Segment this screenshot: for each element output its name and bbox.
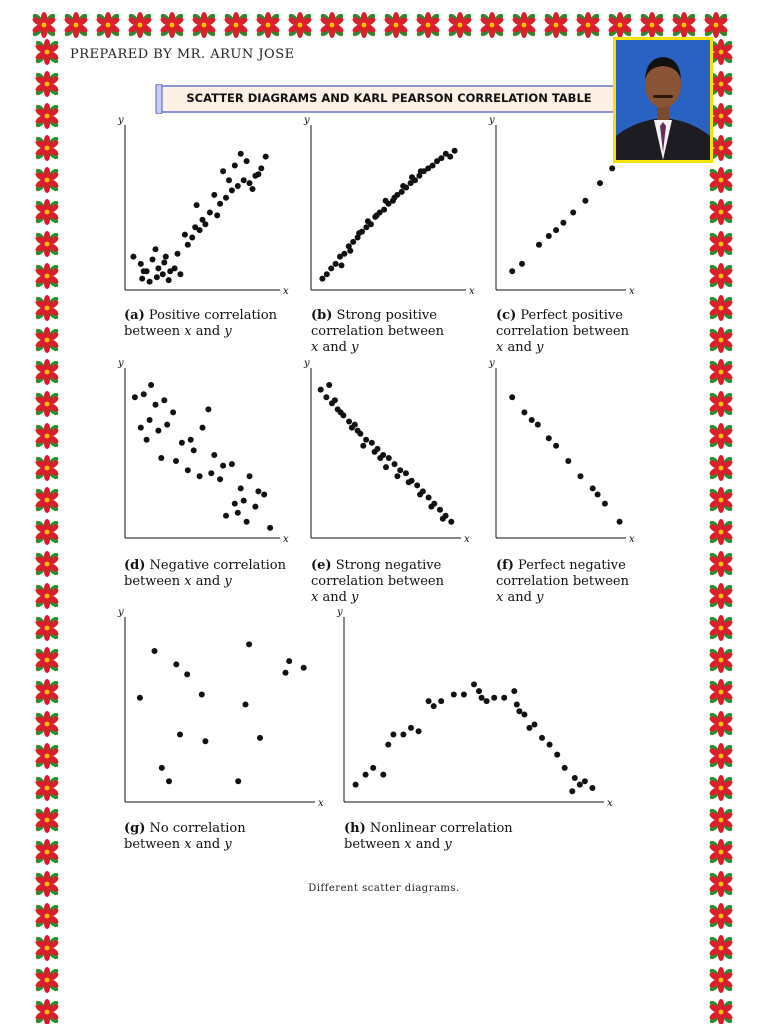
data-point <box>355 428 361 434</box>
data-point <box>301 665 307 671</box>
data-point <box>347 248 353 254</box>
data-point <box>200 425 206 431</box>
caption-b: (b) Strong positive correlation between x and y <box>311 308 444 355</box>
data-point <box>255 171 261 177</box>
data-point <box>235 510 241 516</box>
data-point <box>437 507 443 513</box>
data-point <box>391 195 397 201</box>
data-point <box>509 394 515 400</box>
data-point <box>570 210 576 216</box>
data-point <box>235 778 241 784</box>
data-point <box>137 695 143 701</box>
caption-f: (f) Perfect negative correlation between x and y <box>496 558 629 605</box>
data-point <box>202 221 208 227</box>
data-point <box>173 458 179 464</box>
data-point <box>199 692 205 698</box>
data-point <box>440 516 446 522</box>
data-point <box>189 235 195 241</box>
data-point <box>194 202 200 208</box>
data-point <box>514 702 520 708</box>
x-axis-label: x <box>464 534 470 545</box>
y-axis-label: y <box>304 115 310 126</box>
data-point <box>609 165 615 171</box>
data-point <box>595 492 601 498</box>
data-point <box>416 728 422 734</box>
data-point <box>602 501 608 507</box>
data-point <box>406 479 412 485</box>
data-point <box>414 482 420 488</box>
data-point <box>350 239 356 245</box>
data-point <box>426 495 432 501</box>
data-point <box>223 195 229 201</box>
data-point <box>238 485 244 491</box>
data-point <box>160 271 166 277</box>
data-point <box>360 443 366 449</box>
data-point <box>349 425 355 431</box>
data-point <box>383 464 389 470</box>
data-point <box>211 192 217 198</box>
data-point <box>572 775 578 781</box>
scatter-plot-e <box>303 358 470 545</box>
data-point <box>399 189 405 195</box>
data-point <box>235 183 241 189</box>
data-point <box>532 722 538 728</box>
data-point <box>431 703 437 709</box>
data-point <box>205 406 211 412</box>
data-point <box>341 251 347 257</box>
data-point <box>365 218 371 224</box>
data-point <box>323 394 329 400</box>
page-title: SCATTER DIAGRAMS AND KARL PEARSON CORRELATION TABLE <box>186 91 592 105</box>
data-point <box>252 504 258 510</box>
data-point <box>539 735 545 741</box>
prepared-by: PREPARED BY MR. ARUN JOSE <box>70 47 295 62</box>
data-point <box>220 463 226 469</box>
scatter-plot-h <box>336 607 613 809</box>
data-point <box>590 485 596 491</box>
data-point <box>184 671 190 677</box>
data-point <box>217 201 223 207</box>
data-point <box>263 154 269 160</box>
data-point <box>202 738 208 744</box>
scatter-plot-d <box>117 358 289 545</box>
caption-c: (c) Perfect positive correlation between x and y <box>496 308 629 355</box>
data-point <box>154 274 160 280</box>
caption-e: (e) Strong negative correlation between x and y <box>311 558 444 605</box>
data-point <box>526 725 532 731</box>
data-point <box>400 732 406 738</box>
data-point <box>159 765 165 771</box>
data-point <box>132 394 138 400</box>
data-point <box>138 425 144 431</box>
x-axis-label: x <box>607 798 613 809</box>
data-point <box>258 165 264 171</box>
data-point <box>408 725 414 731</box>
caption-d: (d) Negative correlation between x and y <box>124 558 286 589</box>
data-point <box>374 212 380 218</box>
data-point <box>328 265 334 271</box>
data-point <box>417 492 423 498</box>
data-point <box>318 387 324 393</box>
data-point <box>569 788 575 794</box>
data-point <box>197 473 203 479</box>
data-point <box>385 742 391 748</box>
data-point <box>363 437 369 443</box>
data-point <box>338 409 344 415</box>
data-point <box>519 261 525 267</box>
data-point <box>428 504 434 510</box>
data-point <box>177 271 183 277</box>
data-point <box>229 187 235 193</box>
data-point <box>223 513 229 519</box>
data-point <box>521 712 527 718</box>
data-point <box>261 492 267 498</box>
data-point <box>447 154 453 160</box>
data-point <box>241 498 247 504</box>
data-point <box>409 174 415 180</box>
data-point <box>166 277 172 283</box>
x-axis-label: x <box>283 286 289 297</box>
y-axis-label: y <box>118 358 124 369</box>
y-axis-label: y <box>489 358 495 369</box>
data-point <box>155 265 161 271</box>
data-point <box>244 158 250 164</box>
data-point <box>356 230 362 236</box>
data-point <box>211 452 217 458</box>
data-point <box>577 782 583 788</box>
y-axis-label: y <box>118 115 124 126</box>
data-point <box>452 148 458 154</box>
data-point <box>250 186 256 192</box>
data-point <box>319 276 325 282</box>
data-point <box>562 765 568 771</box>
data-point <box>185 242 191 248</box>
data-point <box>529 417 535 423</box>
data-point <box>363 772 369 778</box>
data-point <box>535 422 541 428</box>
data-point <box>400 183 406 189</box>
data-point <box>476 688 482 694</box>
data-point <box>141 268 147 274</box>
data-point <box>394 473 400 479</box>
x-axis-label: x <box>629 534 635 545</box>
caption-a: (a) Positive correlation between x and y <box>124 308 278 339</box>
data-point <box>267 525 273 531</box>
data-point <box>147 417 153 423</box>
data-point <box>138 261 144 267</box>
data-point <box>383 198 389 204</box>
data-point <box>536 242 542 248</box>
data-point <box>471 681 477 687</box>
data-point <box>553 227 559 233</box>
data-point <box>220 168 226 174</box>
data-point <box>188 437 194 443</box>
data-point <box>369 440 375 446</box>
scatter-plot-b <box>303 115 475 297</box>
data-point <box>161 260 167 266</box>
data-point <box>257 735 263 741</box>
data-point <box>153 402 159 408</box>
scatter-plot-c <box>488 115 635 297</box>
x-axis-label: x <box>283 534 289 545</box>
data-point <box>501 695 507 701</box>
x-axis-label: x <box>318 798 324 809</box>
data-point <box>148 382 154 388</box>
data-point <box>386 455 392 461</box>
data-point <box>589 785 595 791</box>
data-point <box>179 440 185 446</box>
data-point <box>597 180 603 186</box>
data-point <box>161 397 167 403</box>
data-point <box>511 688 517 694</box>
data-point <box>380 772 386 778</box>
data-point <box>516 708 522 714</box>
data-point <box>241 177 247 183</box>
data-point <box>244 519 250 525</box>
data-point <box>521 409 527 415</box>
data-point <box>130 254 136 260</box>
data-point <box>217 476 223 482</box>
data-point <box>191 447 197 453</box>
data-point <box>153 246 159 252</box>
data-point <box>197 227 203 233</box>
data-point <box>438 698 444 704</box>
data-point <box>286 658 292 664</box>
data-point <box>177 732 183 738</box>
data-point <box>554 752 560 758</box>
data-point <box>208 470 214 476</box>
data-point <box>491 695 497 701</box>
data-point <box>332 397 338 403</box>
data-point <box>247 180 253 186</box>
data-point <box>255 488 261 494</box>
y-axis-label: y <box>304 358 310 369</box>
scatter-plot-g <box>117 607 324 809</box>
data-point <box>484 698 490 704</box>
data-point <box>339 262 345 268</box>
data-point <box>333 261 339 267</box>
data-point <box>582 198 588 204</box>
scatter-plot-f <box>488 358 635 545</box>
data-point <box>226 177 232 183</box>
data-point <box>164 422 170 428</box>
data-point <box>185 467 191 473</box>
data-point <box>158 455 164 461</box>
data-point <box>163 254 169 260</box>
data-point <box>418 168 424 174</box>
data-point <box>565 458 571 464</box>
data-point <box>173 661 179 667</box>
data-point <box>461 692 467 698</box>
data-point <box>172 265 178 271</box>
data-point <box>139 276 145 282</box>
data-point <box>326 382 332 388</box>
caption-g: (g) No correlation between x and y <box>124 821 246 852</box>
scatter-plot-a <box>117 115 289 297</box>
data-point <box>232 163 238 169</box>
y-axis-label: y <box>337 607 343 618</box>
data-point <box>448 519 454 525</box>
data-point <box>246 641 252 647</box>
data-point <box>214 212 220 218</box>
x-axis-label: x <box>469 286 475 297</box>
data-point <box>547 742 553 748</box>
data-point <box>182 232 188 238</box>
data-point <box>578 473 584 479</box>
data-point <box>546 435 552 441</box>
data-point <box>426 698 432 704</box>
data-point <box>397 467 403 473</box>
data-point <box>392 461 398 467</box>
data-point <box>479 695 485 701</box>
data-point <box>390 732 396 738</box>
data-point <box>377 455 383 461</box>
data-point <box>152 648 158 654</box>
data-point <box>560 220 566 226</box>
data-point <box>147 279 153 285</box>
data-point <box>141 391 147 397</box>
data-point <box>166 778 172 784</box>
data-point <box>155 428 161 434</box>
data-point <box>617 519 623 525</box>
data-point <box>353 782 359 788</box>
data-point <box>150 257 156 263</box>
data-point <box>430 163 436 169</box>
x-axis-label: x <box>629 286 635 297</box>
data-point <box>238 151 244 157</box>
data-point <box>553 443 559 449</box>
data-point <box>207 210 213 216</box>
data-point <box>229 461 235 467</box>
data-point <box>546 233 552 239</box>
data-point <box>370 765 376 771</box>
data-point <box>175 251 181 257</box>
data-point <box>324 271 330 277</box>
figure-caption: Different scatter diagrams. <box>308 883 460 894</box>
caption-h: (h) Nonlinear correlation between x and y <box>344 821 513 852</box>
data-point <box>582 778 588 784</box>
data-point <box>346 419 352 425</box>
data-point <box>403 470 409 476</box>
data-point <box>438 155 444 161</box>
data-point <box>509 268 515 274</box>
data-point <box>381 207 387 213</box>
data-point <box>232 501 238 507</box>
y-axis-label: y <box>489 115 495 126</box>
data-point <box>247 473 253 479</box>
data-point <box>170 409 176 415</box>
data-point <box>243 702 249 708</box>
data-point <box>283 670 289 676</box>
data-point <box>372 449 378 455</box>
data-point <box>144 437 150 443</box>
data-point <box>451 692 457 698</box>
y-axis-label: y <box>118 607 124 618</box>
